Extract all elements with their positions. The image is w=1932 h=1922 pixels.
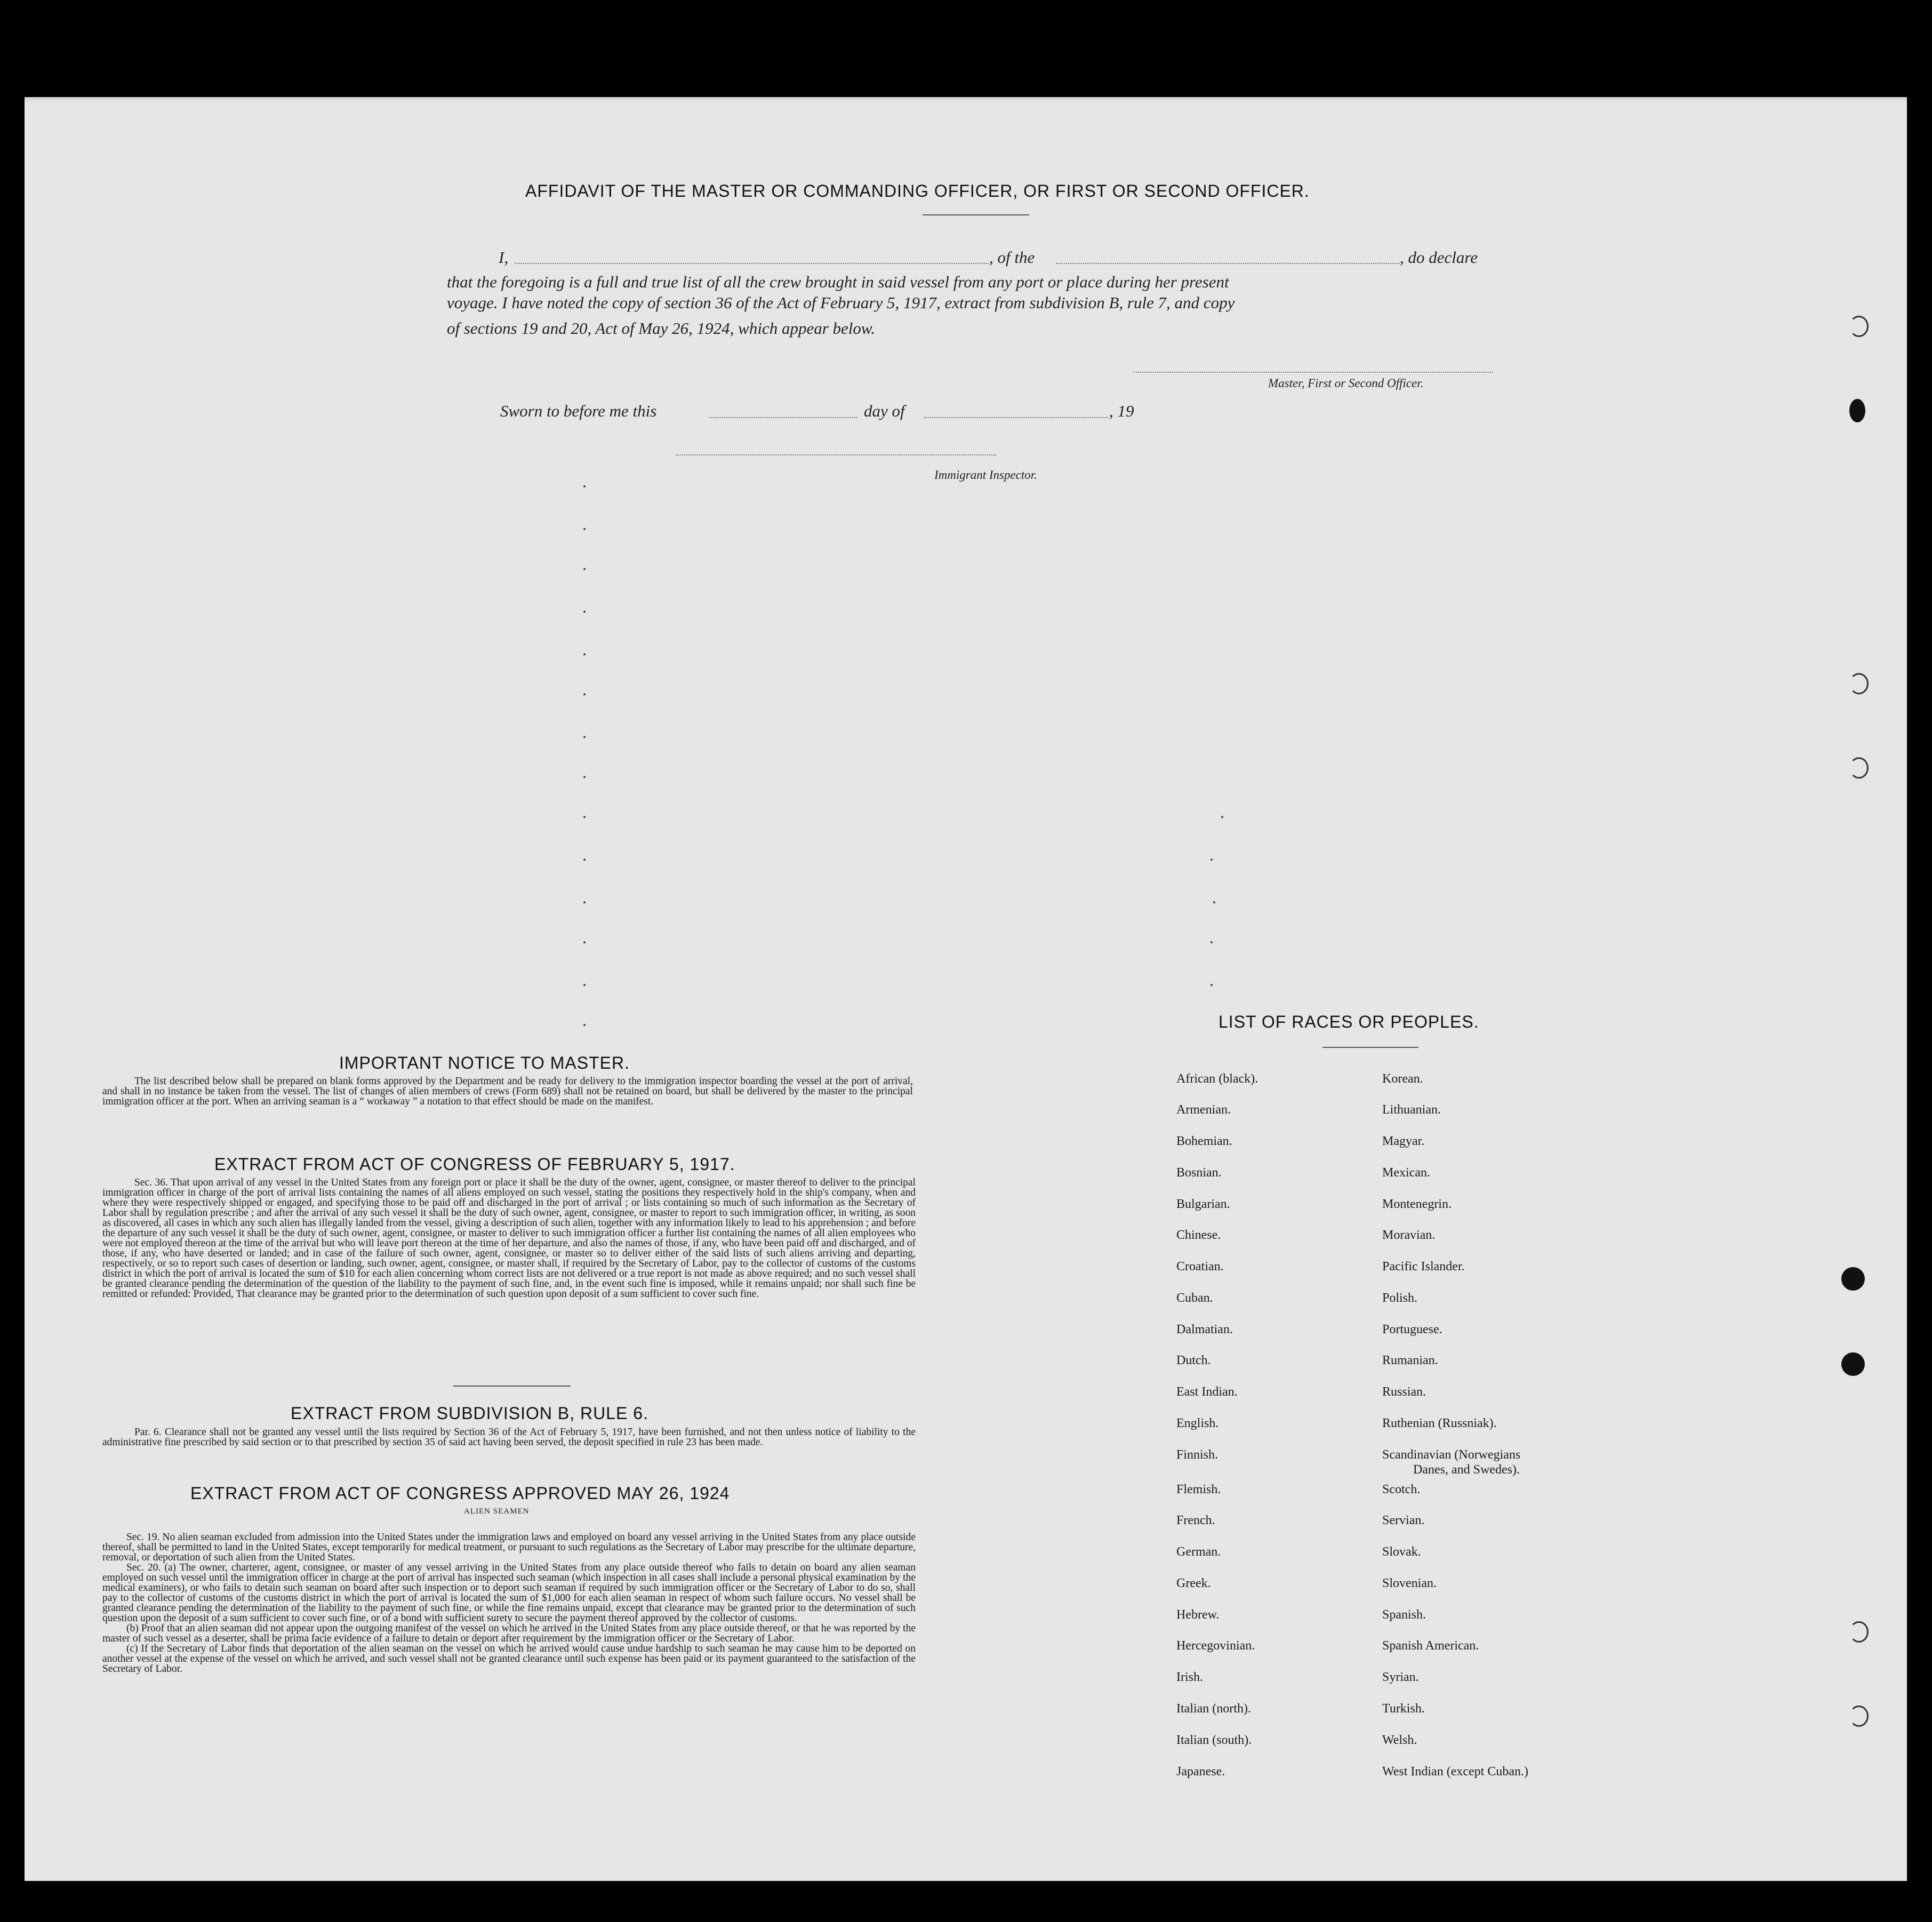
race-item: Rumanian. xyxy=(1382,1354,1438,1367)
binder-hole xyxy=(1841,1267,1865,1291)
bleed-mark xyxy=(583,901,586,903)
race-item: Spanish. xyxy=(1382,1608,1426,1622)
affidavit-line-1-i: I, xyxy=(499,248,509,267)
officer-signature-field[interactable] xyxy=(1133,372,1493,373)
race-item: Turkish. xyxy=(1382,1702,1425,1716)
bleed-mark xyxy=(583,941,586,943)
page-top-edge xyxy=(25,97,1907,102)
race-item: French. xyxy=(1176,1513,1215,1527)
officer-caption: Master, First or Second Officer. xyxy=(1268,377,1424,390)
race-item: Slovak. xyxy=(1382,1545,1421,1559)
bleed-mark xyxy=(1210,941,1213,943)
binder-hole xyxy=(1849,399,1865,422)
bleed-mark xyxy=(583,1024,586,1026)
bleed-mark xyxy=(583,859,586,861)
notice-title: IMPORTANT NOTICE TO MASTER. xyxy=(339,1053,630,1072)
bleed-mark xyxy=(583,485,586,487)
affidavit-title: AFFIDAVIT OF THE MASTER OR COMMANDING OFFICER, OR FIRST OR SECOND OFFICER. xyxy=(525,181,1310,201)
bleed-mark xyxy=(1210,984,1213,986)
race-item: Irish. xyxy=(1176,1670,1203,1684)
race-item: Polish. xyxy=(1382,1291,1418,1305)
race-item: Montenegrin. xyxy=(1382,1197,1452,1211)
affidavit-line-4: of sections 19 and 20, Act of May 26, 1924, which appear below. xyxy=(447,319,876,338)
sec-19-text: Sec. 19. No alien seaman excluded from admission into the United States under the immigration laws and employed on board any vessel arriving in the United States from any place outside thereof, shall be permitted to land in the United States, except temporarily for medical treatment, or pursuant to such regulations as the Secretary of Labor may prescribe for the ultimate departure, removal, or deportation of such alien from the United States. xyxy=(102,1532,916,1563)
bleed-mark xyxy=(1221,816,1223,818)
race-item: Dalmatian. xyxy=(1176,1323,1233,1336)
race-item: Bulgarian. xyxy=(1176,1197,1230,1211)
bleed-mark xyxy=(583,568,586,570)
bleed-mark xyxy=(583,984,586,986)
sec-20c-text: (c) If the Secretary of Labor finds that deportation of the alien seaman on the vessel on which he arrived would cause undue hardship to such seaman he may cause him to be deported on another vessel at the expense of the vessel on which he arrived, and such vessel shall not be granted clearance until such expense has been paid or its payment guaranteed to the satisfaction of the Secretary of Labor. xyxy=(102,1643,916,1675)
binder-hole xyxy=(1849,673,1869,694)
extract-1924-body xyxy=(102,1532,916,1674)
race-item: West Indian (except Cuban.) xyxy=(1382,1765,1528,1779)
extract-1917-title: EXTRACT FROM ACT OF CONGRESS OF FEBRUARY 5, 1917. xyxy=(214,1155,735,1174)
race-item: Hebrew. xyxy=(1176,1608,1220,1622)
race-item: Armenian. xyxy=(1176,1103,1231,1117)
race-item: Italian (south). xyxy=(1176,1733,1252,1747)
race-item: Magyar. xyxy=(1382,1134,1425,1148)
bleed-mark xyxy=(583,611,586,613)
race-item: Japanese. xyxy=(1176,1765,1225,1779)
race-item: Mexican. xyxy=(1382,1166,1430,1180)
race-item: Bosnian. xyxy=(1176,1166,1222,1180)
race-item: East Indian. xyxy=(1176,1385,1238,1399)
rule-6-title: EXTRACT FROM SUBDIVISION B, RULE 6. xyxy=(291,1404,648,1423)
affidavit-line-1-declare: , do declare xyxy=(1400,248,1478,267)
race-item: Spanish American. xyxy=(1382,1639,1479,1653)
extract-1924-title: EXTRACT FROM ACT OF CONGRESS APPROVED MAY 26, 1924 xyxy=(190,1484,730,1503)
extract-1924-subtitle: ALIEN SEAMEN xyxy=(464,1507,530,1516)
bleed-mark xyxy=(583,736,586,738)
race-item: Scandinavian (Norwegians xyxy=(1382,1448,1521,1462)
race-item: Russian. xyxy=(1382,1385,1426,1399)
sworn-day-field[interactable] xyxy=(709,417,857,418)
inspector-caption: Immigrant Inspector. xyxy=(934,468,1037,482)
race-item: Welsh. xyxy=(1382,1733,1417,1747)
binder-hole xyxy=(1841,1352,1865,1376)
bleed-mark xyxy=(583,693,586,695)
race-item: German. xyxy=(1176,1545,1221,1559)
race-item: Flemish. xyxy=(1176,1483,1221,1496)
race-item: Dutch. xyxy=(1176,1354,1211,1367)
race-item: African (black). xyxy=(1176,1072,1258,1086)
race-item: Italian (north). xyxy=(1176,1702,1251,1716)
rule-6-text: Par. 6. Clearance shall not be granted any vessel until the lists required by Section 36 of the Act of February 5, 1917, have been furnished, and not then unless notice of liability to the administrative fine prescribed by said section or to that prescribed by section 35 of said act having been served, the deposit specified in rule 23 has been made. xyxy=(102,1427,916,1448)
binder-hole xyxy=(1849,1621,1869,1643)
bleed-mark xyxy=(1213,901,1215,903)
races-title: LIST OF RACES OR PEOPLES. xyxy=(1218,1012,1479,1031)
race-item: Cuban. xyxy=(1176,1291,1213,1305)
race-item: Greek. xyxy=(1176,1576,1211,1590)
bleed-mark xyxy=(1210,859,1213,861)
affidavit-line-1-of-the: , of the xyxy=(989,248,1035,267)
inspector-signature-field[interactable] xyxy=(676,454,996,455)
race-item: Finnish. xyxy=(1176,1448,1218,1462)
binder-hole xyxy=(1849,316,1869,337)
bleed-mark xyxy=(583,776,586,778)
bleed-mark xyxy=(583,528,586,530)
race-item: Bohemian. xyxy=(1176,1134,1232,1148)
sworn-label: Sworn to before me this xyxy=(500,402,657,420)
race-item: Portuguese. xyxy=(1382,1323,1442,1336)
affidavit-line-2: that the foregoing is a full and true list of all the crew brought in said vessel from any port or place during her present xyxy=(447,273,1229,291)
race-item: Croatian. xyxy=(1176,1260,1224,1274)
race-item: Servian. xyxy=(1382,1513,1425,1527)
extract-1917-rule xyxy=(453,1386,571,1387)
race-item: Moravian. xyxy=(1382,1228,1436,1242)
race-item: Korean. xyxy=(1382,1072,1423,1086)
sec-20a-text: Sec. 20. (a) The owner, charterer, agent, consignee, or master of any vessel arriving in the United States from any place outside thereof who fails to detain on board any alien seaman employed on such vessel until the immigration officer in charge at the port of arrival has inspected such seaman (which inspection in all cases shall include a personal physical examination by the medical examiners), or who fails to detain such seaman on board after such inspection or to deport such seaman if required by such immigration officer or the Secretary of Labor to do so, shall pay to the collector of customs of the customs district in which the port of arrival is located the sum of $1,000 for each alien seaman in respect of whom such failure occurs. No vessel shall be granted clearance pending the determination of the liability to the payment of such fine, or while the fine remains unpaid, except that clearance may be granted prior to the determination of such question upon the deposit of a sum sufficient to cover such fine, or of a bond with sufficient surety to secure the payment thereof approved by the collector of customs. xyxy=(102,1562,916,1624)
name-field[interactable] xyxy=(515,263,989,264)
notice-text: The list described below shall be prepared on blank forms approved by the Department and be ready for delivery to the immigration inspector boarding the vessel at the port of arrival, and shall in no instance be taken from the vessel. The list of changes of alien members of crews (Form 689) shall not be retained on board, but shall be delivered by the master to the principal immigration officer at the port. When an arriving seaman is a “ workaway ” a notation to that effect should be made on the manifest. xyxy=(102,1076,913,1107)
year-label: , 19 xyxy=(1109,402,1134,420)
sec-20b-text: (b) Proof that an alien seaman did not appear upon the outgoing manifest of the vessel on which he arrived in the United States from any place outside thereof, or that he was reported by the master of such vessel as a deserter, shall be prima facie evidence of a failure to detain or deport after requirement by the immigration officer or the Secretary of Labor. xyxy=(102,1623,916,1644)
race-item: Syrian. xyxy=(1382,1670,1419,1684)
race-item: Chinese. xyxy=(1176,1228,1221,1242)
binder-hole xyxy=(1849,757,1869,779)
binder-hole xyxy=(1849,1705,1869,1727)
races-title-rule xyxy=(1322,1047,1418,1048)
race-item: English. xyxy=(1176,1416,1219,1430)
race-item: Scotch. xyxy=(1382,1483,1421,1496)
race-item: Hercegovinian. xyxy=(1176,1639,1255,1653)
day-of-label: day of xyxy=(864,402,905,420)
sworn-month-field[interactable] xyxy=(924,417,1108,418)
race-item: Slovenian. xyxy=(1382,1576,1437,1590)
vessel-field[interactable] xyxy=(1056,263,1400,264)
bleed-mark xyxy=(583,816,586,818)
race-item: Pacific Islander. xyxy=(1382,1260,1465,1274)
affidavit-line-3: voyage. I have noted the copy of section 36 of the Act of February 5, 1917, extract from subdivision B, rule 7, and copy xyxy=(447,293,1235,312)
race-item: Lithuanian. xyxy=(1382,1103,1441,1117)
affidavit-title-rule xyxy=(923,214,1029,215)
bleed-mark xyxy=(583,653,586,655)
extract-1917-text: Sec. 36. That upon arrival of any vessel in the United States from any foreign port or place it shall be the duty of the owner, agent, consignee, or master thereof to deliver to the principal immigration officer in charge of the port of arrival lists containing the names of all aliens employed on such vessel, stating the positions they respectively hold in the ship's company, when and where they were respectively shipped or engaged, and specifying those to be paid off and discharged in the port of arrival ; or lists containing so much of such information as the Secretary of Labor shall by regulation prescribe ; and after the arrival of any such vessel it shall be the duty of such owner, agent, consignee, or master to report to such immigration officer, in writing, as soon as discovered, all cases in which any such alien has illegally landed from the vessel, giving a description of such alien, together with any information likely to lead to his apprehension ; and before the departure of any such vessel it shall be the duty of such owner, agent, consignee, or master to deliver to such immigration officer a further list containing the names of all alien employees who were not employed thereon at the time of the arrival but who will leave port thereon at the time of her departure, and also the names of those, if any, who have been paid off and discharged, and of those, if any, who have deserted or landed; and in case of the failure of such owner, agent, consignee, or master so to deliver either of the said lists of such aliens arriving and departing, respectively, or so to report such cases of desertion or landing, such owner, agent, consignee, or master shall, if required by the Secretary of Labor, pay to the collector of customs of the customs district in which the port of arrival is located the sum of $10 for each alien concerning whom correct lists are not delivered or a true report is not made as above required; and no such vessel shall be granted clearance pending the determination of the question of the liability to the payment of such fine, and, in the event such fine is imposed, while it remains unpaid; nor shall such fine be remitted or refunded: Provided, That clearance may be granted prior to the determination of such question upon deposit of a sum sufficient to cover such fine. xyxy=(102,1177,916,1300)
race-item: Danes, and Swedes). xyxy=(1413,1463,1520,1477)
race-item: Ruthenian (Russniak). xyxy=(1382,1416,1497,1430)
